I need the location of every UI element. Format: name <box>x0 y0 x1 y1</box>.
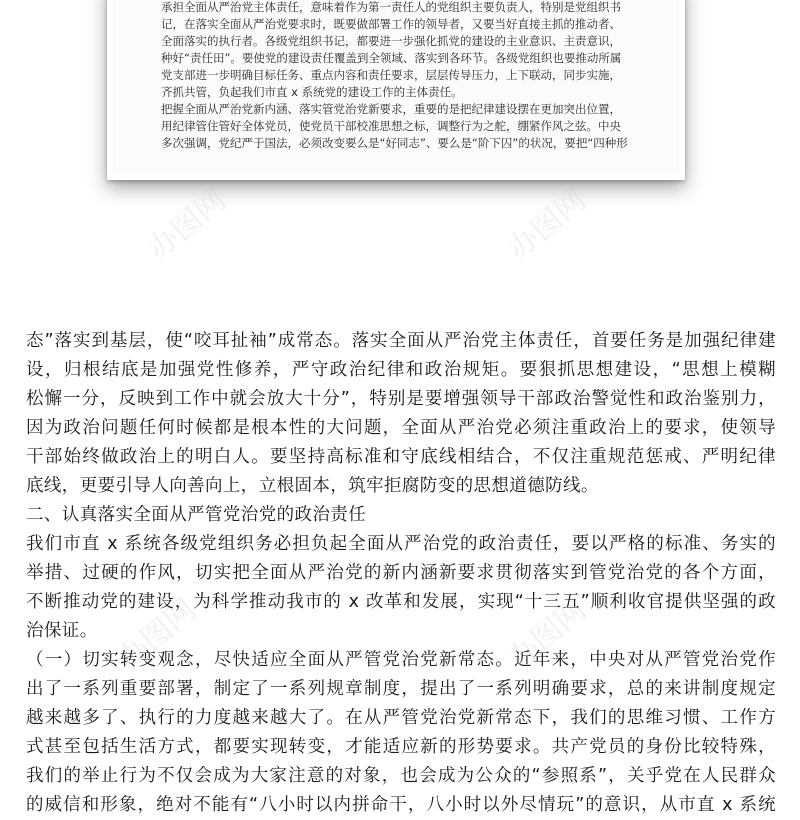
body-line: 的威信和形象，绝对不能有“八小时以内拼命干，八小时以外尽情玩”的意识，从市直 x 系统 <box>26 795 776 815</box>
body-line: 底线，更要引导人向善向上，立根固本，筑牢拒腐防变的思想道德防线。 <box>26 476 599 496</box>
body-line: 设，归根结底是加强党性修养，严守政治纪律和政治规矩。要狠抓思想建设，“思想上模糊 <box>26 360 776 380</box>
body-line: 式甚至包括生活方式，都要实现转变，才能适应新的形势要求。共产党员的身份比较特殊， <box>26 737 776 757</box>
preview-line: 把握全面从严治党新内涵、落实管党治党新要求，重要的是把纪律建设摆在更加突出位置， <box>161 102 621 116</box>
preview-line: 承担全面从严治党主体责任，意味着作为第一责任人的党组织主要负责人，特别是党组织书 <box>161 0 621 14</box>
preview-line: 用纪律管住管好全体党员，使党员干部校准思想之标，调整行为之舵，绷紧作风之弦。中央 <box>161 119 621 133</box>
preview-line: 多次强调，党纪严于国法，必须改变要么是“好同志”、要么是“阶下囚”的状况，要把“四种形 <box>161 136 628 150</box>
body-line: 因为政治问题任何时候都是根本性的大问题，全面从严治党必须注重政治上的要求，使领导 <box>26 418 776 438</box>
watermark: 办图网 <box>501 592 593 678</box>
body-line: 松懈一分，反映到工作中就会放大十分”，特别是要增强领导干部政治警觉性和政治鉴别力， <box>26 389 776 409</box>
section-heading: 二、认真落实全面从严管党治党的政治责任 <box>26 505 367 525</box>
preview-line: 记，在落实全面从严治党要求时，既要做部署工作的领导者，又要当好直接主抓的推动者、 <box>161 17 621 31</box>
preview-line: 齐抓共管，负起我们市直 x 系统党的建设工作的主体责任。 <box>161 85 463 99</box>
preview-card <box>113 0 679 174</box>
body-line: 干部始终做政治上的明白人。要坚持高标准和守底线相结合，不仅注重规范惩戒、严明纪律 <box>26 447 776 467</box>
body-line: 出了一系列重要部署，制定了一系列规章制度，提出了一系列明确要求，总的来讲制度规定 <box>26 679 776 699</box>
preview-line: 种好“责任田”。要使党的建设责任覆盖到全领域、落实到各环节。各级党组织也要推动所属 <box>161 51 622 65</box>
watermark: 办图网 <box>111 592 203 678</box>
body-line: 治保证。 <box>26 621 98 641</box>
body-line: 我们的举止行为不仅会成为大家注意的对象，也会成为公众的“参照系”，关乎党在人民群众 <box>26 766 776 786</box>
body-line: 态”落实到基层，使“咬耳扯袖”成常态。落实全面从严治党主体责任，首要任务是加强纪律建 <box>26 331 776 351</box>
body-line: 不断推动党的建设，为科学推动我市的 x 改革和发展，实现“十三五”顺利收官提供坚强的政 <box>26 592 776 612</box>
body-line: （一）切实转变观念，尽快适应全面从严管党治党新常态。近年来，中央对从严管党治党作 <box>26 650 776 670</box>
body-line: 举措、过硬的作风，切实把全面从严治党的新内涵新要求贯彻落实到管党治党的各个方面， <box>26 563 776 583</box>
preview-line: 全面落实的执行者。各级党组织书记，都要进一步强化抓党的建设的主业意识、主责意识， <box>161 34 621 48</box>
watermark: 办图网 <box>141 182 233 268</box>
body-line: 我们市直 x 系统各级党组织务必担负起全面从严治党的政治责任，要以严格的标准、务实的 <box>26 534 776 554</box>
preview-line: 党支部进一步明确目标任务、重点内容和责任要求，层层传导压力，上下联动，同步实施， <box>161 68 621 82</box>
body-line: 越来越多了、执行的力度越来越大了。在从严管党治党新常态下，我们的思维习惯、工作方 <box>26 708 776 728</box>
watermark: 办图网 <box>501 182 593 268</box>
